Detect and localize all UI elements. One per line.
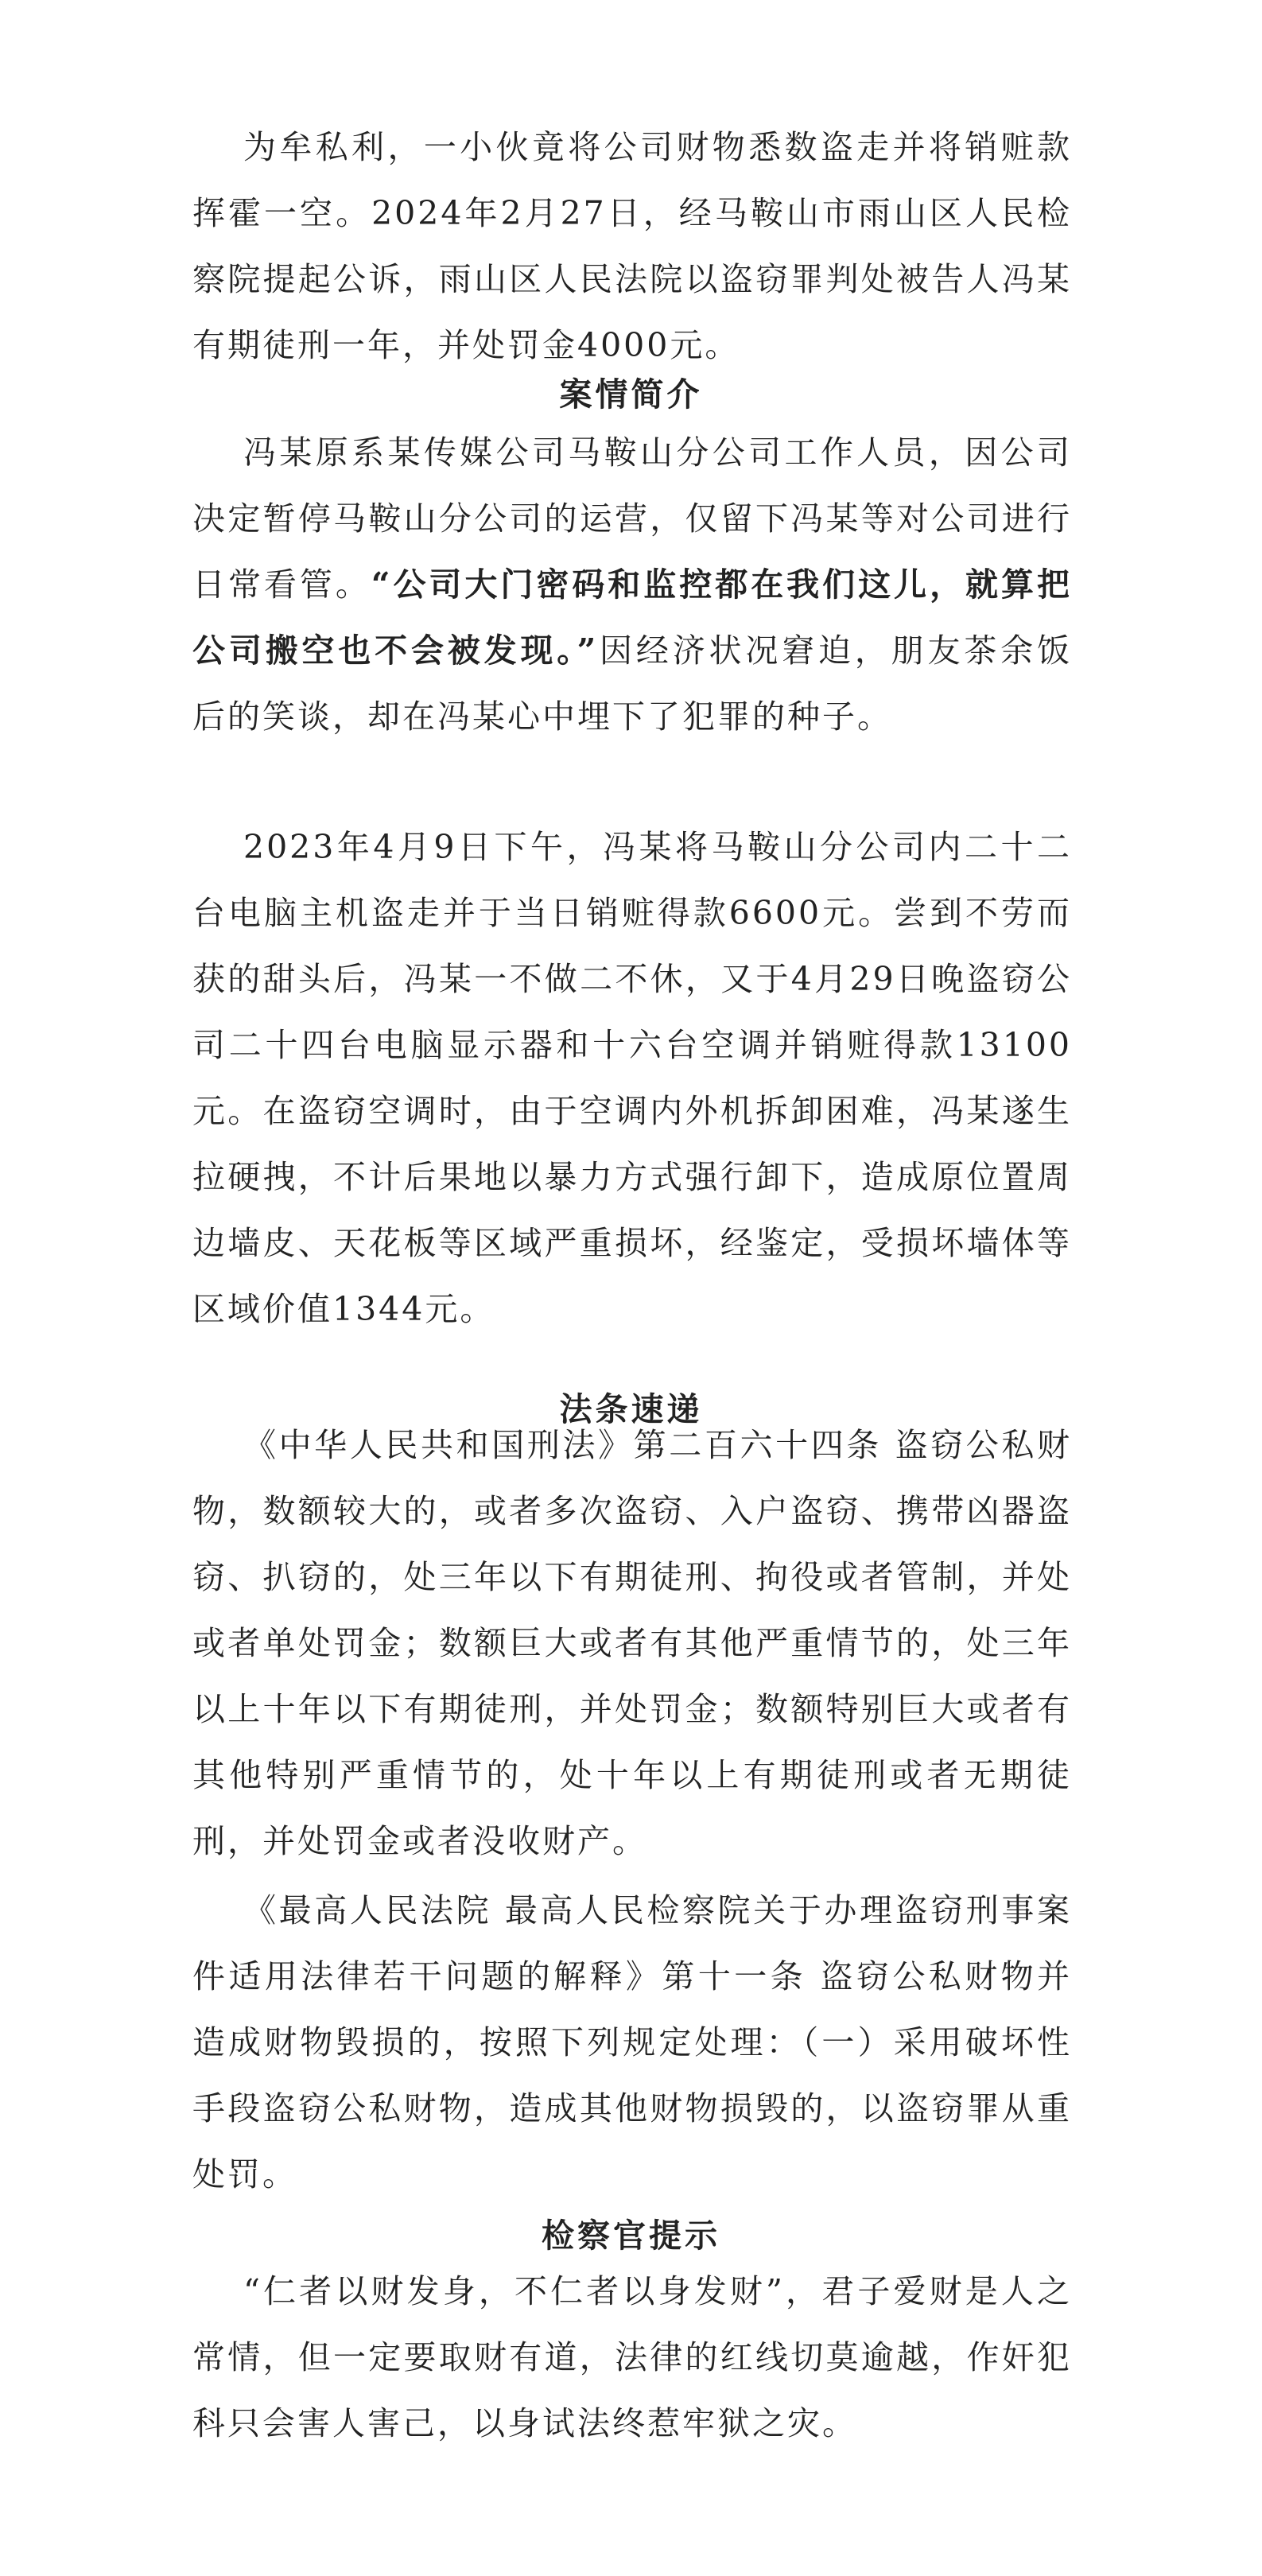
case-paragraph-2: 2023年4月9日下午，冯某将马鞍山分公司内二十二台电脑主机盗走并于当日销赃得款6600元。尝到不劳而获的甜头后，冯某一不做二不休，又于4月29日晚盗窃公司二十四台电脑显示器和十六台空调并销赃得款13100元。在盗窃空调时，由于空调内外机拆卸困难，冯某遂生拉硬拽，不计后果地以暴力方式强行卸下，造成原位置周边墙皮、天花板等区域严重损坏，经鉴定，受损坏墙体等区域价值1344元。 (192, 828, 1072, 1328)
prosecutor-tip-heading: 检察官提示 (542, 2217, 720, 2255)
case-paragraph-1-text: 冯某原系某传媒公司马鞍山分公司工作人员，因公司决定暂停马鞍山分公司的运营，仅留下冯某等对公司进行日常看管。 (192, 433, 1072, 604)
law-paragraph-2: 《最高人民法院 最高人民检察院关于办理盗窃刑事案件适用法律若干问题的解释》第十一条 盗窃公私财物并造成财物毁损的，按照下列规定处理：（一）采用破坏性手段盗窃公私财物，造成其他财物损毁的，以盗窃罪从重处罚。 (192, 1891, 1072, 2193)
case-summary-heading: 案情简介 (559, 375, 703, 414)
law-heading: 法条速递 (559, 1390, 703, 1428)
case-paragraph-1 (192, 420, 1072, 750)
intro-paragraph: 为牟私利，一小伙竟将公司财物悉数盗走并将销赃款挥霍一空。2024年2月27日，经马鞍山市雨山区人民检察院提起公诉，雨山区人民法院以盗窃罪判处被告人冯某有期徒刑一年，并处罚金4000元。 (192, 128, 1072, 364)
law-paragraph-1: 《中华人民共和国刑法》第二百六十四条 盗窃公私财物，数额较大的，或者多次盗窃、入户盗窃、携带凶器盗窃、扒窃的，处三年以下有期徒刑、拘役或者管制，并处或者单处罚金；数额巨大或者有其他严重情节的，处三年以上十年以下有期徒刑，并处罚金；数额特别巨大或者有其他特别严重情节的，处十年以上有期徒刑或者无期徒刑，并处罚金或者没收财产。 (192, 1426, 1072, 1860)
case-quote: “公司大门密码和监控都在我们这儿，就算把公司搬空也不会被发现。” (192, 565, 1073, 670)
case-paragraph-1-text-after: 因经济状况窘迫，朋友茶余饭后的笑谈，却在冯某心中埋下了犯罪的种子。 (192, 631, 1072, 736)
tip-paragraph: “仁者以财发身，不仁者以身发财”，君子爱财是人之常情，但一定要取财有道，法律的红线切莫逾越，作奸犯科只会害人害己，以身试法终惹牢狱之灾。 (192, 2272, 1072, 2442)
